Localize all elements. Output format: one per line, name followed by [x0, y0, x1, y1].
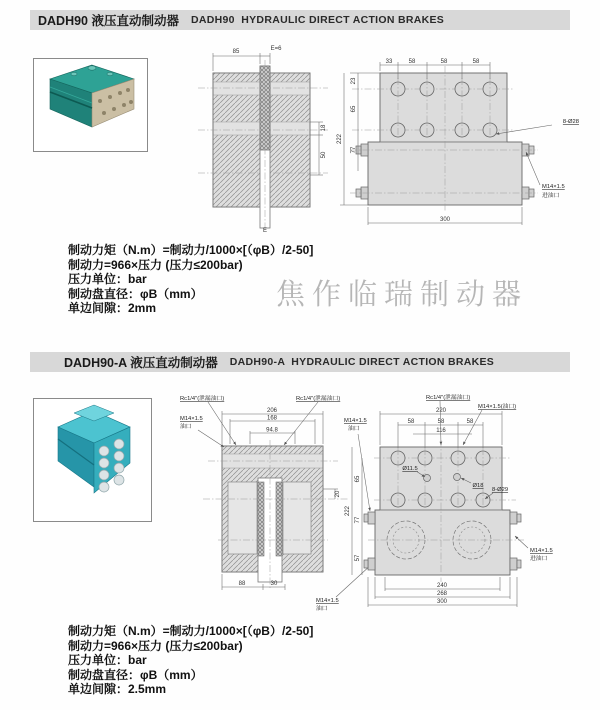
product-photo-dadh90-art	[34, 59, 147, 151]
holes-label: 8-Ø28	[562, 119, 579, 125]
oil-port-label: M14×1.5	[180, 416, 203, 422]
oil-port-label: 油口	[348, 426, 360, 432]
dim-label: 18	[321, 124, 327, 132]
oil-inlet-label: 进油口	[530, 556, 548, 562]
spec-line: 单边间隙：2mm	[68, 301, 157, 316]
oil-inlet-label: M14×1.5	[530, 548, 553, 554]
leak-port-label: Rc1/4"(泄漏油口)	[426, 395, 471, 401]
spec-line: 压力单位：bar	[68, 272, 147, 287]
oil-port-label: 油口	[316, 606, 328, 612]
section1-title-zh: DADH90 液压直动制动器	[38, 14, 179, 28]
dim-label: 23	[351, 77, 357, 85]
spec-line: 制动力矩（N.m）=制动力/1000×[（φB）/2-50]	[68, 624, 314, 638]
dadh90-plan-view	[337, 59, 579, 225]
small-hole	[454, 474, 461, 481]
dim-label: 30	[270, 581, 278, 587]
dim-label: 300	[436, 599, 448, 605]
dim-label: 58	[437, 419, 445, 425]
dim-label: E	[262, 228, 268, 234]
product-photo-dadh90	[33, 58, 148, 152]
dim-label: E=6	[270, 46, 282, 52]
dim-label: 222	[337, 133, 343, 145]
small-hole	[424, 475, 431, 482]
dim-label: 65	[355, 475, 361, 483]
spec-line: 制动力矩（N.m）=制动力/1000×[（φB）/2-50]	[68, 243, 314, 257]
dim-label: 77	[355, 516, 361, 524]
drawing-dadh90	[190, 38, 580, 233]
dim-label: 116	[436, 428, 446, 434]
product-photo-dadh90a	[33, 398, 152, 522]
dim-label: 50	[321, 151, 327, 159]
dim-label: 58	[407, 419, 415, 425]
section2-title-en: DADH90-A HYDRAULIC DIRECT ACTION BRAKES	[229, 356, 495, 368]
oil-inlet-label: 进油口	[542, 193, 560, 199]
oil-port-label: M14×1.5	[316, 598, 339, 604]
oil-port-label: 油口	[180, 424, 192, 430]
section2-header	[30, 352, 570, 372]
leak-port-label: Rc1/4"(泄漏油口)	[296, 396, 341, 402]
hole-dia-label: Ø11.5	[402, 466, 418, 472]
section1-title-en: DADH90 HYDRAULIC DIRECT ACTION BRAKES	[191, 14, 445, 26]
dim-label: 58	[408, 59, 416, 65]
dadh90-section-view	[198, 46, 328, 234]
spec-line: 制动盘直径：φB（mm）	[68, 286, 203, 301]
dim-label: 58	[466, 419, 474, 425]
drawing-dadh90a	[178, 390, 590, 625]
dim-label: 88	[238, 581, 246, 587]
dim-label: 240	[436, 583, 448, 589]
dadh90a-front-view	[344, 393, 553, 607]
section1-header	[30, 10, 570, 30]
dim-label: 77	[351, 146, 357, 154]
spec-line: 制动力=966×压力 (压力≤200bar)	[68, 638, 243, 653]
watermark: 焦作临瑞制动器	[276, 277, 529, 311]
oil-inlet-label: M14×1.5	[542, 184, 565, 190]
dim-label: 58	[440, 59, 448, 65]
spec-line: 制动盘直径：φB（mm）	[68, 667, 203, 682]
dim-label: 57	[355, 554, 361, 562]
spec-line: 压力单位：bar	[68, 653, 147, 668]
dadh90a-section-view	[180, 394, 372, 612]
oil-port-label: M14×1.5	[344, 418, 367, 424]
dim-label: 206	[266, 408, 278, 414]
holes-label: 8-Ø29	[491, 487, 509, 493]
oil-port-label: M14×1.5(油口)	[478, 404, 517, 410]
dim-label: 65	[351, 105, 357, 113]
dim-label: 268	[436, 591, 448, 597]
dim-label: 300	[439, 217, 451, 223]
dim-label: 85	[232, 49, 240, 55]
dim-label: 220	[435, 408, 447, 414]
dim-label: 58	[472, 59, 480, 65]
product-photo-dadh90a-art	[34, 399, 151, 521]
dim-label: 94.8	[266, 427, 278, 434]
dim-label: 33	[385, 59, 393, 65]
dim-label: 20	[335, 490, 341, 498]
section2-specs	[68, 624, 313, 697]
dim-label: 222	[345, 505, 351, 517]
hole-dia-label: Ø18	[472, 483, 484, 489]
dim-label: 168	[266, 415, 278, 422]
spec-line: 单边间隙：2.5mm	[68, 682, 167, 697]
leak-port-label: Rc1/4"(泄漏油口)	[180, 396, 225, 402]
section2-title-zh: DADH90-A 液压直动制动器	[64, 356, 218, 370]
spec-line: 制动力=966×压力 (压力≤200bar)	[68, 257, 243, 272]
